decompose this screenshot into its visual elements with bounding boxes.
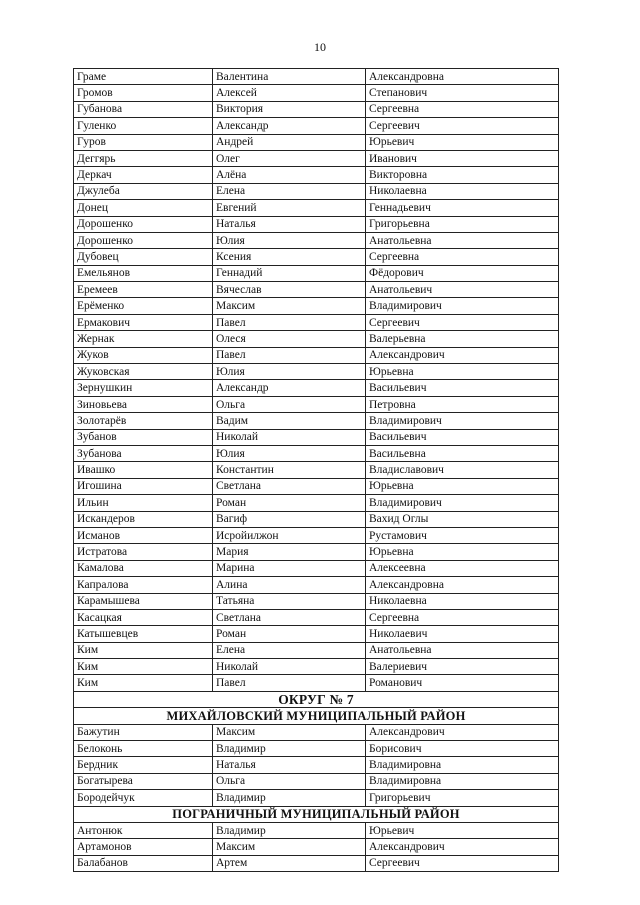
surname-cell: Исманов [74,527,213,543]
surname-cell: Жуков [74,347,213,363]
name-cell: Исройилжон [213,527,366,543]
patronymic-cell: Владиславович [366,462,559,478]
patronymic-cell: Юрьевна [366,544,559,560]
name-cell: Наталья [213,216,366,232]
name-cell: Николай [213,659,366,675]
table-row [74,265,559,281]
name-cell: Ксения [213,249,366,265]
surname-cell: Касацкая [74,609,213,625]
patronymic-cell: Васильевич [366,429,559,445]
table-row [74,724,559,740]
surname-cell: Зернушкин [74,380,213,396]
table-row [74,495,559,511]
patronymic-cell: Григорьевна [366,216,559,232]
name-cell: Ольга [213,773,366,789]
surname-cell: Капралова [74,577,213,593]
name-cell: Вадим [213,413,366,429]
name-cell: Максим [213,839,366,855]
patronymic-cell: Сергеевна [366,101,559,117]
name-cell: Максим [213,724,366,740]
surname-cell: Громов [74,85,213,101]
name-cell: Роман [213,626,366,642]
table-row [74,118,559,134]
table-row [74,232,559,248]
surname-cell: Дорошенко [74,216,213,232]
table-row [74,511,559,527]
patronymic-cell: Анатольевич [366,282,559,298]
name-cell: Юлия [213,445,366,461]
surname-cell: Губанова [74,101,213,117]
patronymic-cell: Викторовна [366,167,559,183]
patronymic-cell: Сергеевич [366,314,559,330]
patronymic-cell: Сергеевич [366,855,559,871]
surname-cell: Истратова [74,544,213,560]
name-cell: Вагиф [213,511,366,527]
table-row [74,85,559,101]
district-heading-row [74,691,559,707]
patronymic-cell: Рустамович [366,527,559,543]
name-cell: Алёна [213,167,366,183]
table-row [74,462,559,478]
table-row [74,249,559,265]
surname-cell: Зубанова [74,445,213,461]
name-cell: Алина [213,577,366,593]
surname-cell: Ким [74,642,213,658]
patronymic-cell: Иванович [366,150,559,166]
table-row [74,413,559,429]
patronymic-cell: Васильевич [366,380,559,396]
table-row [74,200,559,216]
patronymic-cell: Александрович [366,724,559,740]
surname-cell: Антонюк [74,822,213,838]
patronymic-cell: Сергеевич [366,118,559,134]
patronymic-cell: Владимирович [366,413,559,429]
surname-cell: Зубанов [74,429,213,445]
patronymic-cell: Валериевич [366,659,559,675]
table-row [74,445,559,461]
patronymic-cell: Фёдорович [366,265,559,281]
patronymic-cell: Николаевна [366,183,559,199]
surname-cell: Жернак [74,331,213,347]
patronymic-cell: Александрович [366,839,559,855]
name-cell: Николай [213,429,366,445]
patronymic-cell: Владимирович [366,495,559,511]
name-cell: Владимир [213,822,366,838]
section-heading-row [74,806,559,822]
name-cell: Наталья [213,757,366,773]
table-row [74,347,559,363]
roster-table [73,68,559,872]
patronymic-cell: Александрович [366,347,559,363]
roster-body [74,69,559,872]
table-row [74,642,559,658]
patronymic-cell: Александровна [366,577,559,593]
name-cell: Константин [213,462,366,478]
surname-cell: Ивашко [74,462,213,478]
table-row [74,822,559,838]
table-row [74,331,559,347]
patronymic-cell: Романович [366,675,559,691]
name-cell: Павел [213,347,366,363]
surname-cell: Дубовец [74,249,213,265]
surname-cell: Балабанов [74,855,213,871]
table-row [74,609,559,625]
table-row [74,396,559,412]
name-cell: Евгений [213,200,366,216]
name-cell: Александр [213,118,366,134]
patronymic-cell: Юрьевич [366,134,559,150]
surname-cell: Емельянов [74,265,213,281]
table-row [74,659,559,675]
table-row [74,478,559,494]
name-cell: Виктория [213,101,366,117]
table-row [74,216,559,232]
patronymic-cell: Анатольевна [366,642,559,658]
name-cell: Светлана [213,478,366,494]
patronymic-cell: Владимировна [366,757,559,773]
surname-cell: Ильин [74,495,213,511]
surname-cell: Карамышева [74,593,213,609]
district-heading: ОКРУГ № 7 [74,691,559,707]
surname-cell: Дорошенко [74,232,213,248]
patronymic-cell: Николаевич [366,626,559,642]
surname-cell: Граме [74,69,213,85]
patronymic-cell: Геннадьевич [366,200,559,216]
table-row [74,429,559,445]
table-row [74,741,559,757]
name-cell: Юлия [213,364,366,380]
surname-cell: Золотарёв [74,413,213,429]
table-row [74,839,559,855]
patronymic-cell: Юрьевна [366,364,559,380]
patronymic-cell: Николаевна [366,593,559,609]
section-heading-row [74,708,559,724]
table-row [74,790,559,806]
patronymic-cell: Степанович [366,85,559,101]
table-row [74,298,559,314]
surname-cell: Богатырева [74,773,213,789]
name-cell: Максим [213,298,366,314]
name-cell: Олег [213,150,366,166]
name-cell: Владимир [213,741,366,757]
name-cell: Елена [213,183,366,199]
surname-cell: Зиновьева [74,396,213,412]
surname-cell: Белоконь [74,741,213,757]
name-cell: Татьяна [213,593,366,609]
surname-cell: Катышевцев [74,626,213,642]
table-row [74,675,559,691]
name-cell: Валентина [213,69,366,85]
surname-cell: Джулеба [74,183,213,199]
patronymic-cell: Юрьевич [366,822,559,838]
name-cell: Юлия [213,232,366,248]
surname-cell: Камалова [74,560,213,576]
table-row [74,282,559,298]
table-row [74,527,559,543]
surname-cell: Ерёменко [74,298,213,314]
table-row [74,134,559,150]
table-row [74,167,559,183]
table-row [74,183,559,199]
patronymic-cell: Вахид Оглы [366,511,559,527]
name-cell: Светлана [213,609,366,625]
name-cell: Алексей [213,85,366,101]
table-row [74,855,559,871]
surname-cell: Деггярь [74,150,213,166]
name-cell: Павел [213,675,366,691]
surname-cell: Жуковская [74,364,213,380]
patronymic-cell: Григорьевич [366,790,559,806]
patronymic-cell: Сергеевна [366,249,559,265]
section-heading: МИХАЙЛОВСКИЙ МУНИЦИПАЛЬНЫЙ РАЙОН [74,708,559,724]
name-cell: Андрей [213,134,366,150]
surname-cell: Деркач [74,167,213,183]
name-cell: Мария [213,544,366,560]
name-cell: Владимир [213,790,366,806]
patronymic-cell: Александровна [366,69,559,85]
surname-cell: Бажутин [74,724,213,740]
name-cell: Олеся [213,331,366,347]
surname-cell: Бородейчук [74,790,213,806]
table-row [74,773,559,789]
surname-cell: Искандеров [74,511,213,527]
name-cell: Роман [213,495,366,511]
table-row [74,364,559,380]
patronymic-cell: Борисович [366,741,559,757]
table-row [74,314,559,330]
table-row [74,626,559,642]
patronymic-cell: Сергеевна [366,609,559,625]
surname-cell: Гуленко [74,118,213,134]
name-cell: Марина [213,560,366,576]
name-cell: Павел [213,314,366,330]
patronymic-cell: Владимирович [366,298,559,314]
surname-cell: Еремеев [74,282,213,298]
name-cell: Ольга [213,396,366,412]
name-cell: Александр [213,380,366,396]
section-heading: ПОГРАНИЧНЫЙ МУНИЦИПАЛЬНЫЙ РАЙОН [74,806,559,822]
name-cell: Геннадий [213,265,366,281]
patronymic-cell: Владимировна [366,773,559,789]
page-number: 10 [314,40,326,54]
surname-cell: Артамонов [74,839,213,855]
table-row [74,69,559,85]
name-cell: Вячеслав [213,282,366,298]
surname-cell: Донец [74,200,213,216]
table-row [74,757,559,773]
table-row [74,150,559,166]
table-row [74,593,559,609]
surname-cell: Игошина [74,478,213,494]
table-row [74,101,559,117]
table-row [74,560,559,576]
patronymic-cell: Анатольевна [366,232,559,248]
patronymic-cell: Юрьевна [366,478,559,494]
table-row [74,380,559,396]
surname-cell: Ермакович [74,314,213,330]
table-row [74,544,559,560]
table-row [74,577,559,593]
patronymic-cell: Алексеевна [366,560,559,576]
name-cell: Елена [213,642,366,658]
patronymic-cell: Васильевна [366,445,559,461]
patronymic-cell: Валерьевна [366,331,559,347]
surname-cell: Гуров [74,134,213,150]
surname-cell: Бердник [74,757,213,773]
patronymic-cell: Петровна [366,396,559,412]
name-cell: Артем [213,855,366,871]
surname-cell: Ким [74,675,213,691]
surname-cell: Ким [74,659,213,675]
